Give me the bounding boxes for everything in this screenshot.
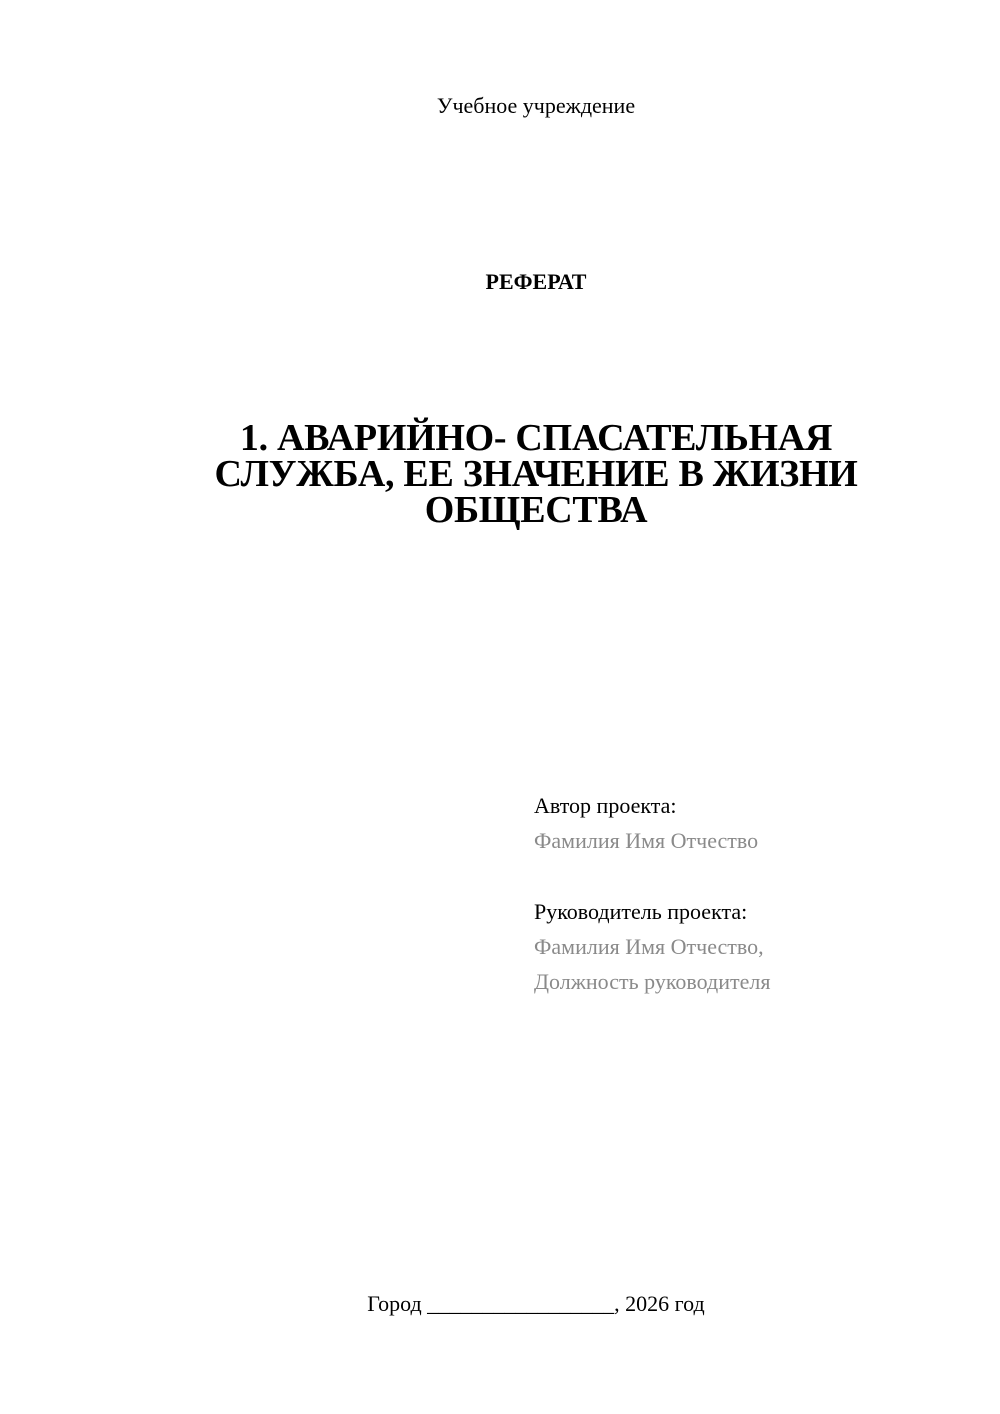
project-info — [534, 788, 974, 999]
supervisor-name: Фамилия Имя Отчество, — [534, 934, 764, 959]
author-name: Фамилия Имя Отчество — [534, 828, 759, 853]
title-line-3: ОБЩЕСТВА — [424, 489, 648, 531]
supervisor-position: Должность руководителя — [534, 969, 771, 994]
supervisor-label: Руководитель проекта: — [534, 899, 748, 924]
spacer — [534, 858, 974, 894]
document-title — [180, 417, 892, 531]
title-line-1: 1. АВАРИЙНО- СПАСАТЕЛЬНАЯ — [239, 417, 833, 459]
author-label: Автор проекта: — [534, 793, 677, 818]
title-line-2: СЛУЖБА, ЕЕ ЗНАЧЕНИЕ В ЖИЗНИ — [214, 453, 858, 495]
institution-name: Учебное учреждение — [436, 93, 636, 118]
document-type: РЕФЕРАТ — [485, 269, 587, 294]
city-year-line: Город _________________, 2026 год — [367, 1291, 705, 1316]
